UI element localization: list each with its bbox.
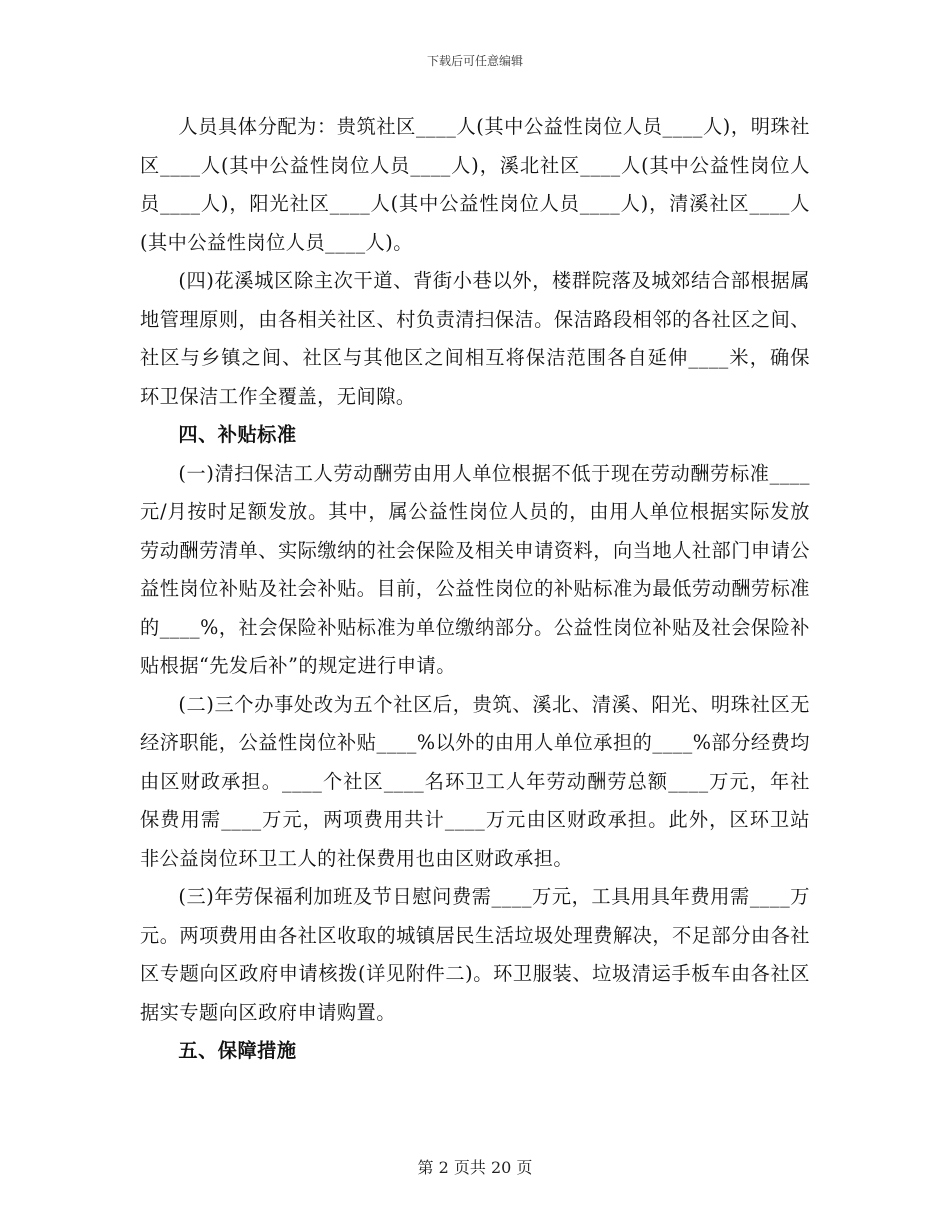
section-heading-safeguard-measures: 五、保障措施	[178, 1039, 297, 1062]
page-number: 第 2 页共 20 页	[417, 1158, 533, 1177]
page-header-note: 下载后可任意编辑	[426, 54, 523, 68]
paragraph-cleaning-scope: (四)花溪城区除主次干道、背街小巷以外，楼群院落及城郊结合部根据属地管理原则，由各相关社区、村负责清扫保洁。保洁路段相邻的各社区之间、社区与乡镇之间、社区与其他区之间相互将保洁范围各自延伸____米，确保环卫保洁工作全覆盖，无间隙。	[140, 269, 810, 408]
document-body	[140, 108, 810, 1071]
paragraph-subsidy-one: (一)清扫保洁工人劳动酬劳由用人单位根据不低于现在劳动酬劳标准____元/月按时足额发放。其中，属公益性岗位人员的，由用人单位根据实际发放劳动酬劳清单、实际缴纳的社会保险及相关申请资料，向当地人社部门申请公益性岗位补贴及社会补贴。目前，公益性岗位的补贴标准为最低劳动酬劳标准的____%，社会保险补贴标准为单位缴纳部分。公益性岗位补贴及社会保险补贴根据“先发后补”的规定进行申请。	[140, 461, 810, 677]
paragraph-staff-allocation: 人员具体分配为：贵筑社区____人(其中公益性岗位人员____人)，明珠社区____人(其中公益性岗位人员____人)，溪北社区____人(其中公益性岗位人员____人)，阳光社区____人(其中公益性岗位人员____人)，清溪社区____人(其中公益性岗位人员____人)。	[140, 115, 810, 254]
section-heading-subsidy-standard: 四、补贴标准	[178, 423, 297, 446]
paragraph-subsidy-two: (二)三个办事处改为五个社区后，贵筑、溪北、清溪、阳光、明珠社区无经济职能，公益性岗位补贴____%以外的由用人单位承担的____%部分经费均由区财政承担。____个社区____名环卫工人年劳动酬劳总额____万元，年社保费用需____万元，两项费用共计____万元由区财政承担。此外，区环卫站非公益岗位环卫工人的社保费用也由区财政承担。	[140, 692, 810, 870]
paragraph-subsidy-three: (三)年劳保福利加班及节日慰问费需____万元，工具用具年费用需____万元。两项费用由各社区收取的城镇居民生活垃圾处理费解决，不足部分由各社区专题向区政府申请核拨(详见附件二)。环卫服装、垃圾清运手板车由各社区据实专题向区政府申请购置。	[140, 885, 810, 1024]
